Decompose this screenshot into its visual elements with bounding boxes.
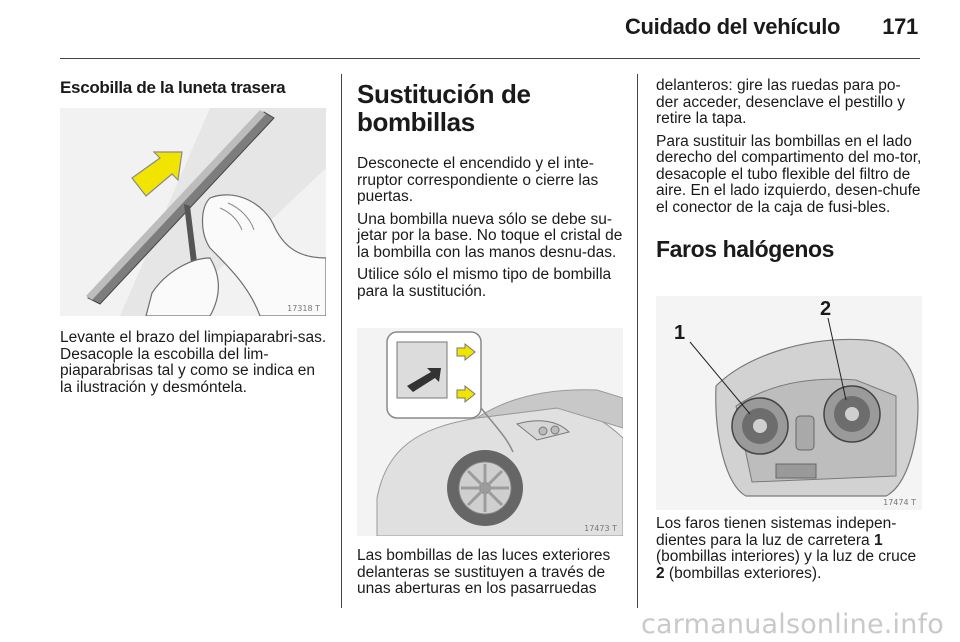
column-1-text bbox=[60, 330, 330, 402]
figure-code: 17474 T bbox=[883, 498, 916, 507]
callout-1: 1 bbox=[674, 322, 686, 344]
paragraph: Las bombillas de las luces exteriores delanteras se sustituyen a través de unas aberturas en los pasarruedas bbox=[357, 547, 611, 597]
ref-number-2: 2 bbox=[656, 564, 665, 582]
headlight-description bbox=[656, 516, 924, 582]
paragraph: delanteros: gire las ruedas para po-der acceder, desenclave el pestillo y retire la tapa. bbox=[656, 77, 906, 127]
text-run: (bombillas exteriores). bbox=[664, 564, 822, 582]
car-illustration bbox=[357, 328, 623, 536]
column-3-bottom bbox=[656, 516, 924, 588]
wheel-arch-figure bbox=[357, 328, 623, 536]
header-rule bbox=[60, 58, 920, 59]
page-header bbox=[625, 14, 918, 40]
bulb-replacement-heading: Sustitución de bombillas bbox=[357, 79, 531, 137]
paragraph: Utilice sólo el mismo tipo de bombilla para la sustitución. bbox=[357, 266, 612, 300]
column-divider-2 bbox=[637, 74, 638, 608]
wiper-figure bbox=[60, 108, 326, 316]
paragraph: Desconecte el encendido y el inte-rruptor correspondiente o cierre las puertas. bbox=[357, 155, 599, 205]
wiper-heading: Escobilla de la luneta trasera bbox=[60, 78, 286, 97]
figure-code: 17473 T bbox=[584, 524, 617, 533]
section-title: Cuidado del vehículo bbox=[624, 14, 841, 39]
column-2 bbox=[357, 80, 623, 306]
column-3 bbox=[656, 78, 922, 263]
paragraph: Para sustituir las bombillas en el lado derecho del compartimento del mo-tor, desacople el tubo flexible del filtro de aire. En el lado izquierdo, desen-chufe el conector de la caja de fusi-bles. bbox=[656, 132, 922, 216]
wiper-illustration bbox=[60, 108, 326, 316]
ref-number-1: 1 bbox=[873, 531, 883, 549]
halogen-headlights-heading: Faros halógenos bbox=[656, 236, 835, 262]
callout-2: 2 bbox=[820, 298, 832, 320]
column-divider-1 bbox=[341, 74, 342, 608]
page-number: 171 bbox=[882, 14, 918, 39]
figure-code: 17318 T bbox=[287, 304, 320, 313]
headlight-illustration bbox=[656, 296, 922, 510]
paragraph: Una bombilla nueva sólo se debe su-jetar por la base. No toque el cristal de la bombilla con las manos desnu-das. bbox=[357, 210, 623, 261]
wiper-instructions: Levante el brazo del limpiaparabri-sas. Desacople la escobilla del lim-piaparabrisas tal y como se indica en la ilustración y desmóntela. bbox=[60, 329, 327, 396]
column-2-bottom bbox=[357, 548, 623, 604]
text-run: (bombillas interiores) y la luz de cruce bbox=[656, 548, 917, 565]
text-run: Los faros tienen sistemas indepen-dientes para la luz de carretera bbox=[656, 515, 897, 549]
headlight-figure bbox=[656, 296, 922, 510]
column-1 bbox=[60, 78, 328, 98]
watermark: carmanualsonline.info bbox=[641, 609, 944, 640]
